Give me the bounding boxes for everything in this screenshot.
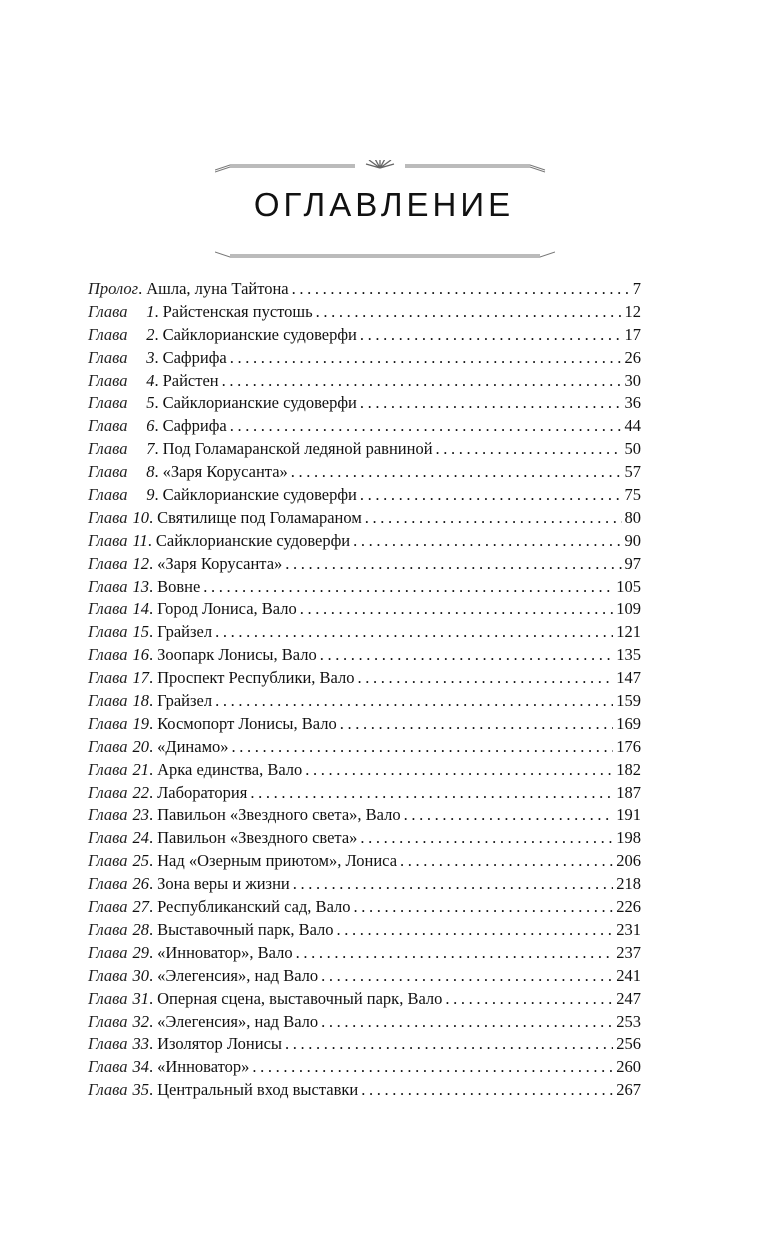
entry-title: Сайклорианские судоверфи [162,324,357,344]
dot-leader [436,439,622,459]
page-number: 241 [616,965,641,985]
entry-title: Арка единства, Вало [157,759,303,779]
page-number: 50 [624,439,641,459]
toc-entry-chapter[interactable]: Глава 35 . Центральный вход выставки . . . 267 [88,1080,641,1103]
chapter-label: Глава [88,462,128,482]
toc-entry-chapter[interactable]: Глава 30 . «Элегенсия», над Вало . . . 241 [88,966,641,989]
chapter-number: 35 [132,1080,149,1100]
chapter-number: 33 [132,1034,149,1054]
toc-entry-chapter[interactable]: Глава 18 . Грайзел . . . 159 [88,691,641,714]
page-number: 187 [616,782,641,802]
entry-title: Павильон «Звездного света», Вало [157,805,401,825]
toc-entry-chapter[interactable]: Глава 19 . Космопорт Лонисы, Вало . . . 169 [88,714,641,737]
dot-leader [337,920,614,940]
entry-title: Сайклорианские судоверфи [162,393,357,413]
dot-leader [293,874,614,894]
page-number: 80 [624,507,641,527]
toc-entry-chapter[interactable]: Глава 6 . Сафрифа . . . 44 [88,416,641,439]
toc-entry-chapter[interactable]: Глава 1 . Райстенская пустошь . . . 12 [88,302,641,325]
entry-title: Ашла, луна Тайтона [146,279,289,298]
chapter-label: Глава [88,942,128,962]
dot-leader [232,737,614,757]
page-number: 226 [616,897,641,917]
chapter-number: 24 [132,828,149,848]
chapter-number: 28 [132,919,149,939]
toc-entry-chapter[interactable]: Глава 17 . Проспект Республики, Вало . . . 147 [88,668,641,691]
page-number: 57 [624,462,641,482]
prologue-label: Пролог [88,279,139,298]
entry-title: Сайклорианские судоверфи [162,485,357,505]
dot-leader [252,1057,613,1077]
chapter-label: Глава [88,530,128,550]
chapter-number: 12 [132,553,149,573]
toc-entry-chapter[interactable]: Глава 8 . «Заря Корусанта» . . . 57 [88,462,641,485]
entry-title: Зоопарк Лонисы, Вало [157,645,317,665]
toc-entry-chapter[interactable]: Глава 24 . Павильон «Звездного света» . . . 198 [88,828,641,851]
chapter-number: 23 [132,805,149,825]
dot-leader [321,1012,613,1032]
entry-title: Центральный вход выставки [157,1080,359,1100]
entry-title: «Заря Корусанта» [162,462,288,482]
chapter-number: 5 [146,393,155,413]
page-number: 256 [616,1034,641,1054]
entry-title: Райстенская пустошь [162,301,313,321]
page-number: 147 [616,668,641,688]
page-number: 159 [616,691,641,711]
entry-title: Лаборатория [157,782,248,802]
page-number: 231 [616,919,641,939]
entry-title: Вовне [157,576,201,596]
entry-title: Выставочный парк, Вало [157,919,334,939]
chapter-number: 16 [132,645,149,665]
dot-leader [360,828,613,848]
chapter-number: 18 [132,691,149,711]
dot-leader [305,760,613,780]
entry-title: Павильон «Звездного света» [157,828,358,848]
entry-title: Космопорт Лонисы, Вало [157,713,337,733]
page-number: 105 [616,576,641,596]
toc-entry-chapter[interactable]: Глава 23 . Павильон «Звездного света», Вало . . . 191 [88,805,641,828]
page-number: 109 [616,599,641,619]
chapter-label: Глава [88,599,128,619]
page-number: 7 [632,279,641,298]
dot-leader [360,325,622,345]
dot-leader [230,416,622,436]
toc-entry-chapter[interactable]: Глава 2 . Сайклорианские судоверфи . . . 17 [88,325,641,348]
entry-title: Республиканский сад, Вало [157,897,351,917]
toc-entry-chapter[interactable]: Глава 13 . Вовне . . . 105 [88,577,641,600]
dot-leader [354,897,614,917]
dot-leader [358,668,614,688]
chapter-number: 13 [132,576,149,596]
entry-title: Оперная сцена, выставочный парк, Вало [157,988,443,1008]
chapter-label: Глава [88,485,128,505]
chapter-number: 7 [146,439,155,459]
page-number: 36 [624,393,641,413]
page-number: 17 [624,324,641,344]
chapter-number: 27 [132,897,149,917]
toc-entry-chapter[interactable]: Глава 9 . Сайклорианские судоверфи . . . 75 [88,485,641,508]
page-number: 135 [616,645,641,665]
entry-title: Сайклорианские судоверфи [155,530,351,550]
toc-entry-chapter[interactable]: Глава 12 . «Заря Корусанта» . . . 97 [88,554,641,577]
chapter-label: Глава [88,1011,128,1031]
dot-leader [320,645,614,665]
toc-entry-chapter[interactable]: Глава 34 . «Инноватор» . . . 260 [88,1057,641,1080]
dot-leader [360,393,622,413]
page-number: 253 [616,1011,641,1031]
dot-leader [445,989,613,1009]
chapter-label: Глава [88,782,128,802]
toc-entry-chapter[interactable]: Глава 5 . Сайклорианские судоверфи . . . 36 [88,393,641,416]
page-number: 206 [616,851,641,871]
chapter-number: 9 [146,485,155,505]
chapter-label: Глава [88,805,128,825]
dot-leader [361,1080,613,1100]
entry-title: Грайзел [157,622,213,642]
table-of-contents [88,279,641,1103]
toc-entry-chapter[interactable]: Глава 31 . Оперная сцена, выставочный парк, Вало . . . 247 [88,989,641,1012]
toc-entry-chapter[interactable]: Глава 33 . Изолятор Лонисы . . . 256 [88,1034,641,1057]
chapter-label: Глава [88,393,128,413]
chapter-label: Глава [88,347,128,367]
chapter-label: Глава [88,324,128,344]
entry-title: Город Лониса, Вало [157,599,297,619]
dot-leader [292,279,630,299]
chapter-number: 32 [132,1011,149,1031]
chapter-number: 10 [132,507,149,527]
chapter-number: 26 [132,874,149,894]
chapter-label: Глава [88,828,128,848]
entry-title: Райстен [162,370,219,390]
toc-entry-chapter[interactable]: Глава 4 . Райстен . . . 30 [88,371,641,394]
toc-entry-chapter[interactable]: Глава 28 . Выставочный парк, Вало . . . 231 [88,920,641,943]
page-number: 97 [624,553,641,573]
dot-leader [360,485,622,505]
entry-title: Сафрифа [162,347,227,367]
toc-entry-prologue[interactable]: Пролог . Ашла, луна Тайтона . . . 7 [88,279,641,302]
dot-leader [291,462,622,482]
chapter-number: 25 [132,851,149,871]
entry-title: Над «Озерным приютом», Лониса [157,851,398,871]
page-number: 90 [624,530,641,550]
chapter-number: 15 [132,622,149,642]
toc-entry-chapter[interactable]: Глава 14 . Город Лониса, Вало . . . 109 [88,599,641,622]
toc-entry-chapter[interactable]: Глава 16 . Зоопарк Лонисы, Вало . . . 135 [88,645,641,668]
toc-entry-chapter[interactable]: Глава 29 . «Инноватор», Вало . . . 237 [88,943,641,966]
entry-title: «Элегенсия», над Вало [157,1011,319,1031]
chapter-label: Глава [88,416,128,436]
chapter-label: Глава [88,645,128,665]
toc-entry-chapter[interactable]: Глава 15 . Грайзел . . . 121 [88,622,641,645]
page-number: 247 [616,988,641,1008]
chapter-number: 14 [132,599,149,619]
dot-leader [365,508,622,528]
entry-title: Зона веры и жизни [157,874,290,894]
chapter-number: 8 [146,462,155,482]
toc-entry-chapter[interactable]: Глава 32 . «Элегенсия», над Вало . . . 253 [88,1012,641,1035]
chapter-label: Глава [88,553,128,573]
chapter-number: 20 [132,736,149,756]
toc-entry-chapter[interactable]: Глава 25 . Над «Озерным приютом», Лониса . . . 206 [88,851,641,874]
chapter-label: Глава [88,1057,128,1077]
entry-title: Под Голамаранской ледяной равниной [162,439,433,459]
page-number: 169 [616,713,641,733]
page-number: 182 [616,759,641,779]
toc-entry-chapter[interactable]: Глава 27 . Республиканский сад, Вало . . . 226 [88,897,641,920]
chapter-number: 21 [132,759,149,779]
entry-title: «Инноватор» [157,1057,250,1077]
toc-entry-chapter[interactable]: Глава 11 . Сайклорианские судоверфи . . . 90 [88,531,641,554]
chapter-label: Глава [88,965,128,985]
dot-leader [404,805,614,825]
chapter-label: Глава [88,851,128,871]
dot-leader [353,531,621,551]
chapter-label: Глава [88,919,128,939]
chapter-number: 3 [146,347,155,367]
dot-leader [321,966,613,986]
chapter-number: 4 [146,370,155,390]
dot-leader [296,943,614,963]
chapter-label: Глава [88,713,128,733]
fan-icon [366,160,394,168]
chapter-label: Глава [88,759,128,779]
dot-leader [230,348,622,368]
page-number: 191 [616,805,641,825]
entry-title: «Элегенсия», над Вало [157,965,319,985]
page-number: 26 [624,347,641,367]
toc-entry-chapter[interactable]: Глава 21 . Арка единства, Вало . . . 182 [88,760,641,783]
chapter-label: Глава [88,576,128,596]
chapter-number: 1 [146,301,155,321]
page-number: 121 [616,622,641,642]
chapter-label: Глава [88,1034,128,1054]
chapter-label: Глава [88,439,128,459]
page-title: ОГЛАВЛЕНИЕ [253,186,515,223]
entry-title: Проспект Республики, Вало [157,668,355,688]
chapter-number: 17 [132,668,149,688]
chapter-number: 11 [132,530,148,550]
chapter-label: Глава [88,988,128,1008]
chapter-number: 2 [146,324,155,344]
page-number: 176 [616,736,641,756]
dot-leader [400,851,613,871]
page-number: 75 [624,485,641,505]
dot-leader [250,783,613,803]
page-number: 260 [616,1057,641,1077]
entry-title: Сафрифа [162,416,227,436]
entry-title: «Заря Корусанта» [157,553,283,573]
chapter-label: Глава [88,668,128,688]
page-number: 267 [616,1080,641,1100]
dot-leader [300,599,614,619]
page-number: 44 [624,416,641,436]
chapter-label: Глава [88,622,128,642]
entry-title: Грайзел [157,691,213,711]
dot-leader [222,371,622,391]
page-number: 198 [616,828,641,848]
page-number: 237 [616,942,641,962]
chapter-number: 22 [132,782,149,802]
chapter-label: Глава [88,897,128,917]
dot-leader [316,302,622,322]
entry-title: Святилище под Голамараном [157,507,362,527]
dot-leader [285,1034,613,1054]
entry-title: «Инноватор», Вало [157,942,293,962]
chapter-label: Глава [88,301,128,321]
dot-leader [340,714,614,734]
page-number: 30 [624,370,641,390]
chapter-label: Глава [88,736,128,756]
chapter-number: 19 [132,713,149,733]
chapter-number: 29 [132,942,149,962]
toc-entry-chapter[interactable]: Глава 22 . Лаборатория . . . 187 [88,783,641,806]
dot-leader [215,622,613,642]
chapter-label: Глава [88,507,128,527]
chapter-number: 6 [146,416,155,436]
page-number: 12 [624,301,641,321]
toc-entry-chapter[interactable]: Глава 7 . Под Голамаранской ледяной равниной . . . 50 [88,439,641,462]
toc-entry-chapter[interactable]: Глава 20 . «Динамо» . . . 176 [88,737,641,760]
entry-title: «Динамо» [157,736,229,756]
chapter-number: 30 [132,965,149,985]
toc-entry-chapter[interactable]: Глава 26 . Зона веры и жизни . . . 218 [88,874,641,897]
chapter-label: Глава [88,874,128,894]
chapter-label: Глава [88,370,128,390]
dot-leader [285,554,621,574]
dot-leader [215,691,613,711]
toc-entry-chapter[interactable]: Глава 10 . Святилище под Голамараном . . . 80 [88,508,641,531]
chapter-label: Глава [88,1080,128,1100]
dot-leader [203,577,613,597]
page-number: 218 [616,874,641,894]
chapter-label: Глава [88,691,128,711]
entry-title: Изолятор Лонисы [157,1034,283,1054]
chapter-number: 31 [132,988,149,1008]
toc-entry-chapter[interactable]: Глава 3 . Сафрифа . . . 26 [88,348,641,371]
chapter-number: 34 [132,1057,149,1077]
